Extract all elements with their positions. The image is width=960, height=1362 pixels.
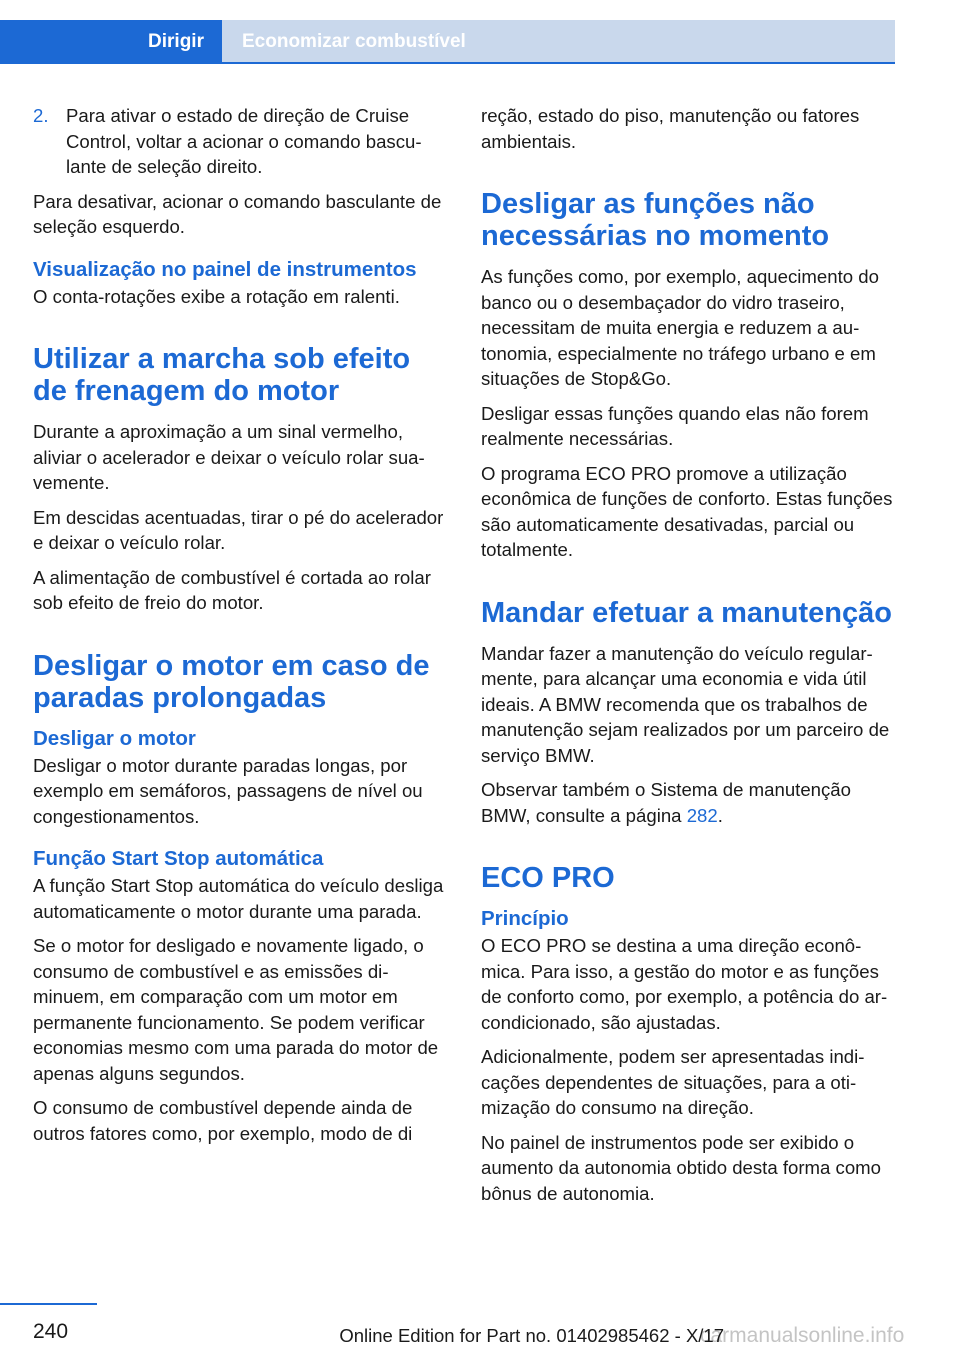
paragraph: O consumo de combustível depende ainda de outros fatores como, por exemplo, modo de di: [33, 1097, 413, 1144]
step-text: Para ativar o estado de direção de Cruise Control, voltar a acionar o comando basculante de seleção direito.: [66, 105, 422, 177]
watermark: carmanualsonline.info: [700, 1324, 905, 1347]
header-subsection-tab[interactable]: Economizar combustível: [242, 31, 466, 52]
header-section-tab[interactable]: Dirigir: [130, 20, 222, 62]
heading-shutdown: Desligar o motor em caso de paradas prolongadas: [33, 649, 430, 714]
paragraph: A alimentação de combustível é cortada ao rolar sob efeito de freio do motor.: [33, 566, 431, 613]
heading-eco-pro: ECO PRO: [481, 862, 615, 894]
paragraph: No painel de instrumentos pode ser exibido o aumento da autonomia obtido desta forma como bônus de autonomia.: [481, 1131, 882, 1204]
heading-engine-brake: Utilizar a marcha sob efeito de frenagem do motor: [33, 343, 411, 407]
step-item: [33, 103, 449, 180]
header-accent-block: [0, 20, 130, 62]
paragraph: A função Start Stop automática do veículo desliga automaticamente o motor durante uma parada.: [33, 875, 444, 922]
heading-maintenance: Mandar efetuar a manutenção: [481, 596, 892, 629]
left-column: [33, 103, 449, 1155]
paragraph: O programa ECO PRO promove a utilização econômica de funções de conforto. Estas funções são automaticamente desativadas, parcial ou totalmente.: [481, 462, 893, 560]
paragraph: Durante a aproximação a um sinal vermelho, aliviar o acelerador e deixar o veículo rolar suavemente.: [33, 421, 425, 493]
paragraph: Para desativar, acionar o comando basculante de seleção esquerdo.: [33, 190, 442, 237]
paragraph: O ECO PRO se destina a uma direção econômica. Para isso, a gestão do motor e as funções de conforto como, por exemplo, a potência do ar-condicionado, são ajustadas.: [481, 935, 888, 1033]
footer-divider: [0, 1303, 97, 1305]
text: .: [717, 804, 723, 826]
paragraph: Adicionalmente, podem ser apresentadas indicações dependentes de situações, para a otimização do consumo na direção.: [481, 1046, 865, 1118]
paragraph: As funções como, por exemplo, aquecimento do banco ou o desembaçador do vidro traseiro, necessitam de muita energia e reduzem a autonomia, especialmente no tráfego urbano e em situações de Stop&Go.: [481, 266, 879, 389]
page-reference-link[interactable]: 282: [686, 804, 718, 826]
paragraph: Em descidas acentuadas, tirar o pé do acelerador e deixar o veículo rolar.: [33, 506, 444, 553]
page-header: [0, 0, 895, 64]
subheading-principle: Princípio: [481, 907, 569, 930]
paragraph: Mandar fazer a manutenção do veículo regularmente, para alcançar uma economia e vida útil ideais. A BMW recomenda que os trabalhos de manutenção sejam realizados por um parceiro de serviço BMW.: [481, 642, 890, 766]
right-column: [481, 103, 897, 1215]
heading-functions: Desligar as funções não necessárias no momento: [481, 188, 830, 252]
paragraph-with-link: [481, 777, 897, 828]
edition-text: Online Edition for Part no. 01402985462 - X/17: [339, 1325, 724, 1346]
paragraph: reção, estado do piso, manutenção ou fatores ambientais.: [481, 105, 860, 152]
page-number: 240: [33, 1320, 69, 1343]
paragraph: Desligar essas funções quando elas não forem realmente necessárias.: [481, 402, 869, 449]
subheading-start-stop: Função Start Stop automática: [33, 847, 324, 870]
paragraph: Se o motor for desligado e novamente ligado, o consumo de combustível e as emissões diminuem, em comparação com um motor em permanente funcionamento. Se podem verificar economias mesmo com uma parada do motor de apenas alguns segundos.: [33, 935, 439, 1084]
text: Observar também o Sistema de manutenção BMW, consulte a página: [481, 779, 851, 826]
header-divider: [0, 62, 895, 64]
step-number: 2.: [33, 105, 49, 126]
paragraph: Desligar o motor durante paradas longas, por exemplo em semáforos, passagens de nível ou congestionamentos.: [33, 754, 423, 827]
paragraph: O conta-rotações exibe a rotação em ralenti.: [33, 285, 400, 307]
subheading-shutdown: Desligar o motor: [33, 726, 196, 750]
subheading-display: Visualização no painel de instrumentos: [33, 257, 417, 281]
